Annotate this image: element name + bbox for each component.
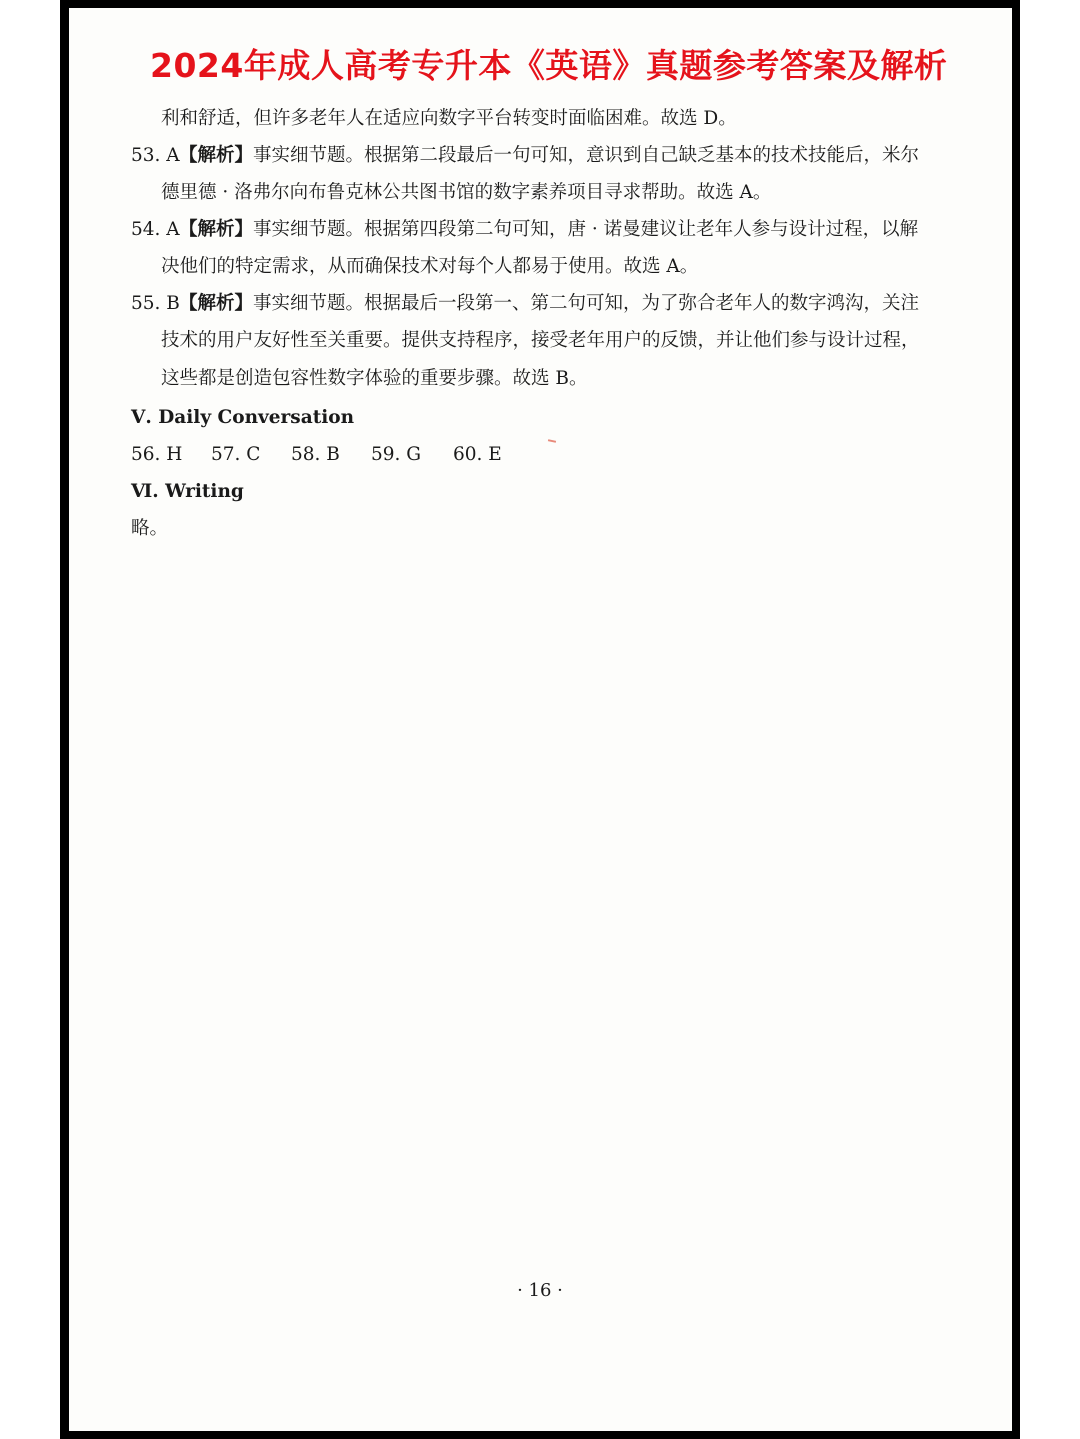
item-text: 事实细节题。根据第四段第二句可知，唐 · 诺曼建议让老年人参与设计过程，以解	[253, 219, 919, 240]
item-first-line	[179, 143, 919, 169]
answer-60: 60. E	[453, 444, 502, 465]
answer-56: 56. H	[131, 444, 183, 465]
item-continuation-line: 决他们的特定需求，从而确保技术对每个人都易于使用。故选 A。	[161, 256, 699, 277]
document-title: 2024年成人高考专升本《英语》真题参考答案及解析	[150, 46, 948, 85]
page-number: · 16 ·	[517, 1280, 563, 1301]
writing-content: 略。	[131, 518, 169, 539]
answer-58: 58. B	[291, 444, 340, 465]
carryover-line: 利和舒适，但许多老年人在适应向数字平台转变时面临困难。故选 D。	[161, 108, 737, 129]
answer-57: 57. C	[211, 444, 261, 465]
item-text: 事实细节题。根据第二段最后一句可知，意识到自己缺乏基本的技术技能后，米尔	[253, 145, 920, 166]
item-number: 55. B	[131, 293, 180, 314]
item-number: 54. A	[131, 219, 180, 240]
item-number: 53. A	[131, 145, 180, 166]
answer-59: 59. G	[371, 444, 422, 465]
item-first-line	[179, 217, 918, 243]
analysis-tag: 【解析】	[179, 145, 254, 166]
item-continuation-line: 这些都是创造包容性数字体验的重要步骤。故选 B。	[161, 368, 588, 389]
item-text: 事实细节题。根据最后一段第一、第二句可知，为了弥合老年人的数字鸿沟，关注	[253, 293, 920, 314]
analysis-tag: 【解析】	[179, 293, 254, 314]
section-vi-heading: Ⅵ. Writing	[131, 481, 244, 502]
section-v-heading: Ⅴ. Daily Conversation	[131, 407, 355, 428]
item-continuation-line: 德里德 · 洛弗尔向布鲁克林公共图书馆的数字素养项目寻求帮助。故选 A。	[161, 182, 772, 203]
daily-conversation-answers	[131, 442, 631, 468]
item-first-line	[179, 291, 919, 317]
analysis-tag: 【解析】	[179, 219, 254, 240]
item-continuation-line: 技术的用户友好性至关重要。提供支持程序，接受老年用户的反馈，并让他们参与设计过程，	[161, 330, 920, 351]
